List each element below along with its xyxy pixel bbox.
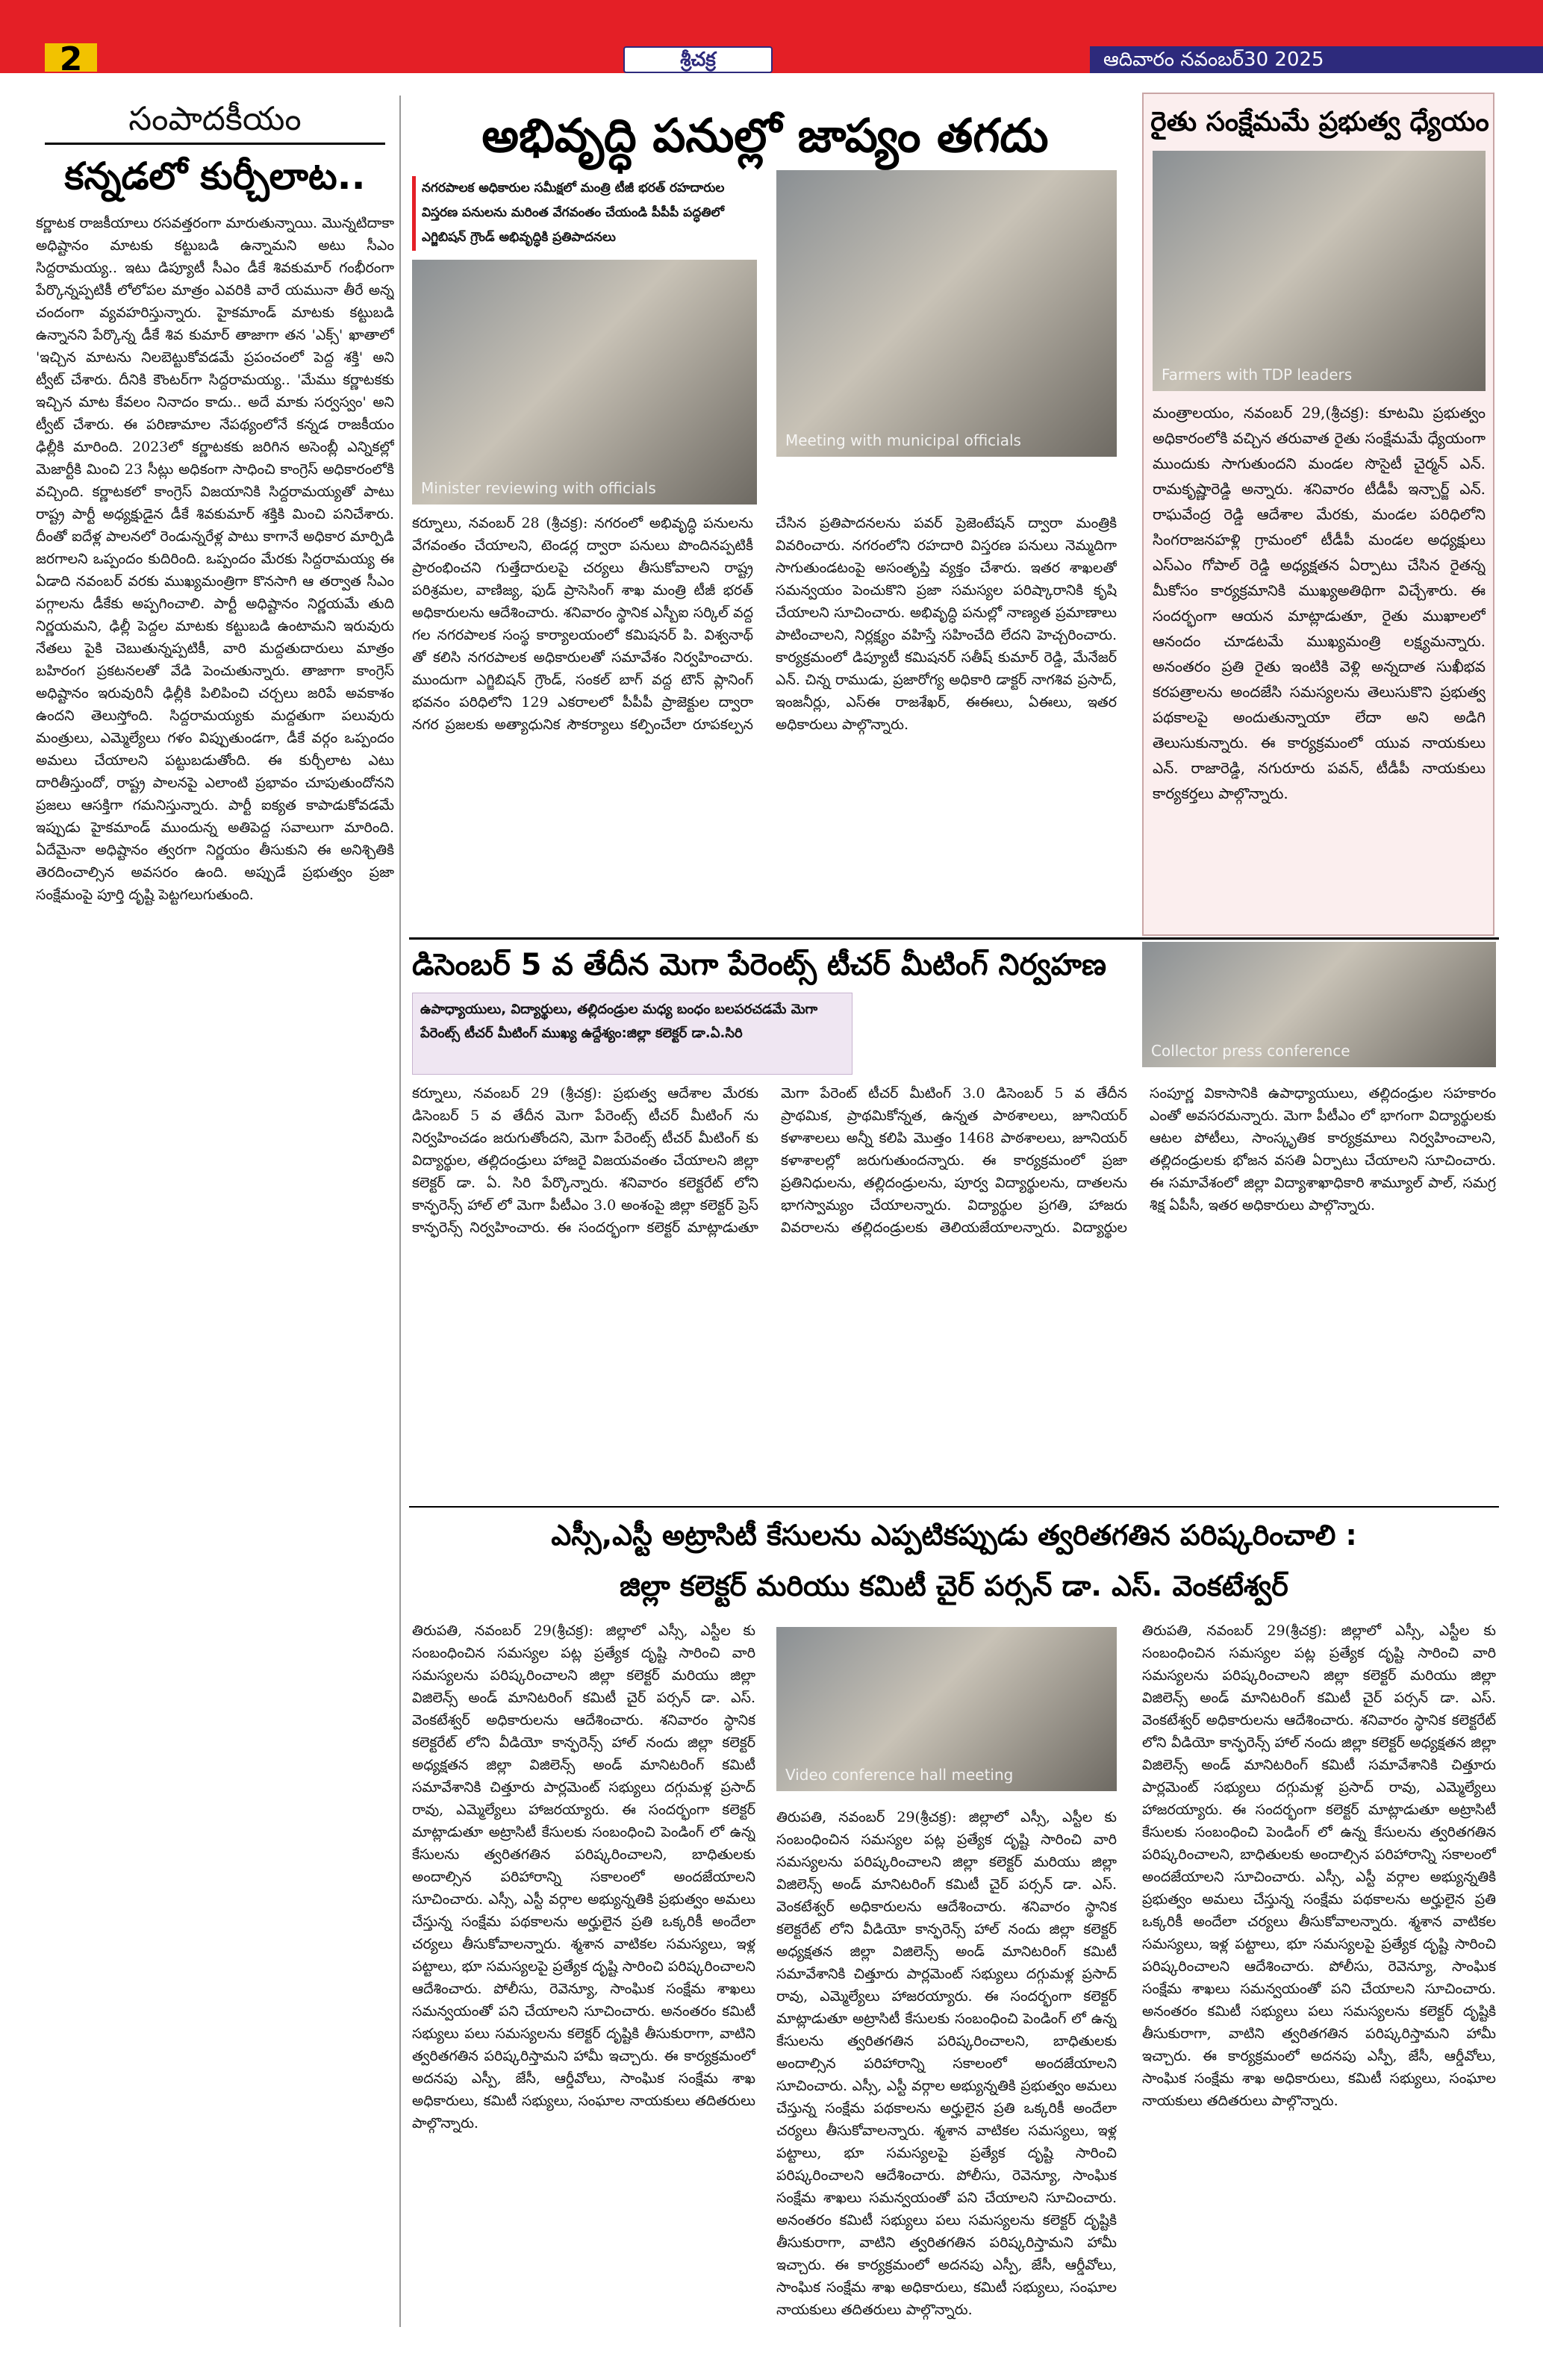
editorial-body: కర్ణాటక రాజకీయాలు రసవత్తరంగా మారుతున్నాయి. మొన్నటిదాకా అధిష్టానం మాటకు కట్టుబడి ఉన్నామని అటు సీఎం సిద్దరామయ్య.. ఇటు డిప్యూటీ సీఎం డీకే శివకుమార్ గంభీరంగా పేర్కొన్నప్పటికీ లోలోపల మాత్రం ఎవరికి వారే యమునా తీరే అన్న చందంగా వ్యవహరిస్తున్నారు. హైకమాండ్ మాటకు కట్టుబడి ఉన్నానని పేర్కొన్న డీకే శివ కుమార్ తాజాగా తన 'ఎక్స్' ఖాతాలో 'ఇచ్చిన మాటను నిలబెట్టుకోవడమే ప్రపంచంలో పెద్ద శక్తి' అని ట్వీట్ చేశారు. దీనికి కౌంటర్‌గా సిద్దరామయ్య.. 'మేము కర్ణాటకకు ఇచ్చిన మాట కేవలం నినాదం కాదు.. అదే మాకు సర్వస్వం' అని ట్వీట్ చేశారు. ఈ పరిణామాల నేపథ్యంలోనే కన్నడ రాజకీయం ఢిల్లీకి మారింది. 2023లో కర్ణాటకకు జరిగిన అసెంబ్లీ ఎన్నికల్లో మెజార్టీకి మించి 23 సీట్లు అధికంగా సాధించి కాంగ్రెస్ అధికారంలోకి వచ్చింది. కర్ణాటకలో కాంగ్రెస్ విజయానికి సిద్దరామయ్యతో పాటు రాష్ట్ర పార్టీ అధ్యక్షుడైన డీకే శివకుమార్ శక్తికి మించి పనిచేశారు. దీంతో ఐదేళ్ల పాలనలో రెండున్నరేళ్ల పాటు కాగానే అధికార మార్పిడి జరగాలని ఒప్పందం కుదిరింది. ఒప్పందం మేరకు సిద్దరామయ్య ఈ ఏడాది నవంబర్ వరకు ముఖ్యమంత్రిగా కొనసాగి ఆ తర్వాత సీఎం పగ్గాలను డీకేకు అప్పగించాలి. పార్టీ అధిష్టానం నిర్ణయమే తుది నిర్ణయమని, ఢిల్లీ పెద్దల మాటకు కట్టుబడి ఉంటామని ఇరువురు నేతలు పైకి చెబుతున్నప్పటికీ, వారి మద్దతుదారులు మాత్రం బహిరంగ ప్రకటనలతో వేడి పెంచుతున్నారు. తాజాగా కాంగ్రెస్ అధిష్టానం ఇరువురినీ ఢిల్లీకి పిలిపించి చర్చలు జరిపే అవకాశం ఉందని తెలుస్తోంది. సిద్దరామయ్యకు మద్దతుగా పలువురు మంత్రులు, ఎమ్మెల్యేలు గళం విప్పుతుండగా, డీకే వర్గం ఒప్పందం అమలు చేయాలని పట్టుబడుతోంది. ఈ కుర్చీలాట ఎటు దారితీస్తుందో, రాష్ట్ర పాలనపై ఎలాంటి ప్రభావం చూపుతుందోనని ప్రజలు ఆసక్తిగా గమనిస్తున్నారు. పార్టీ ఐక్యత కాపాడుకోవడమే ఇప్పుడు హైకమాండ్ ముందున్న అతిపెద్ద సవాలుగా మారింది. ఏదేమైనా అధిష్టానం త్వరగా నిర్ణయం తీసుకుని ఈ అనిశ్చితికి తెరదించాల్సిన అవసరం ఉంది. అప్పుడే ప్రభుత్వం ప్రజా సంక్షేమంపై పూర్తి దృష్టి పెట్టగలుగుతుంది. [36, 215, 394, 903]
development-headline: అభివృద్ధి పనుల్లో జాప్యం తగదు [481, 108, 1049, 163]
masthead-logo [623, 46, 773, 73]
farmers-headline: రైతు సంక్షేమమే ప్రభుత్వ ధ్యేయం [1150, 107, 1489, 137]
vc-hall-photo-caption: Video conference hall meeting [785, 1766, 1014, 1784]
page-number-text: 2 [59, 40, 83, 78]
development-body: కర్నూలు, నవంబర్ 28 (శ్రీచక్ర): నగరంలో అభివృద్ధి పనులను వేగవంతం చేయాలని, టెండర్ల ద్వారా పనులు పొందినప్పటికీ ప్రారంభించని గుత్తేదారులపై చర్యలు తీసుకోవాలని రాష్ట్ర పరిశ్రమల, వాణిజ్య, ఫుడ్ ప్రాసెసింగ్ శాఖ మంత్రి టీజీ భరత్ అధికారులను ఆదేశించారు. శనివారం స్థానిక ఎస్బీఐ సర్కిల్ వద్ద గల నగరపాలక సంస్థ కార్యాలయంలో కమిషనర్ పి. విశ్వనాథ్ తో కలిసి నగరపాలక అధికారులతో సమావేశం నిర్వహించారు. ముందుగా ఎగ్జిబిషన్ గ్రౌండ్, సంకల్ బాగ్ వద్ద టౌన్ ప్లానింగ్ భవనం పరిధిలోని 129 ఎకరాలలో పీపీపీ ప్రాజెక్టుల ద్వారా నగర ప్రజలకు అత్యాధునిక సౌకర్యాలు కల్పించేలా రూపకల్పన చేసిన ప్రతిపాదనలను పవర్ ప్రెజెంటేషన్ ద్వారా మంత్రికి వివరించారు. నగరంలోని రహదారి విస్తరణ పనులు నెమ్మదిగా సాగుతుండటంపై అసంతృప్తి వ్యక్తం చేశారు. ఇతర శాఖలతో సమన్వయం పెంచుకొని ప్రజా సమస్యల పరిష్కారానికి కృషి చేయాలని సూచించారు. అభివృద్ధి పనుల్లో నాణ్యత ప్రమాణాలు పాటించాలని, నిర్లక్ష్యం వహిస్తే సహించేది లేదని హెచ్చరించారు. కార్యక్రమంలో డిప్యూటీ కమిషనర్ సతీష్ కుమార్ రెడ్డి, మేనేజర్ ఎన్. చిన్న రాముడు, ప్రజారోగ్య అధికారి డాక్టర్ నాగశివ ప్రసాద్, ఇంజనీర్లు, ఎస్ఈ రాజశేఖర్, ఈఈలు, ఏఈలు, ఇతర అధికారులు పాల్గొన్నారు. [412, 515, 1117, 733]
farmers-article [1142, 93, 1494, 936]
ptm-subhead: ఉపాధ్యాయులు, విద్యార్థులు, తల్లిదండ్రుల మధ్య బంధం బలపరచడమే మెగా పేరెంట్స్ టీచర్ మీటింగ్ ముఖ్య ఉద్దేశ్యం:జిల్లా కలెక్టర్ డా.ఏ.సిరి [420, 1002, 818, 1041]
ptm-subhead-box [412, 993, 852, 1075]
ptm-headline: డిసెంబర్ 5 వ తేదీన మెగా పేరెంట్స్ టీచర్ మీటింగ్ నిర్వహణ [412, 948, 1107, 982]
farmers-photo [1153, 151, 1486, 391]
meeting-hall-photo-caption: Meeting with municipal officials [785, 431, 1021, 449]
minister-photo-caption: Minister reviewing with officials [421, 479, 656, 497]
editorial-section-label [45, 96, 385, 145]
scst-headline-line1: ఎస్సీ,ఎస్టీ అట్రాసిటీ కేసులను ఎప్పటికప్పుడు త్వరితగతిన పరిష్కరించాలి : [551, 1519, 1357, 1552]
scst-rule [409, 1506, 1499, 1508]
scst-headline-line2: జిల్లా కలెక్టర్ మరియు కమిటీ చైర్ పర్సన్ డా. ఎస్. వెంకటేశ్వర్ [620, 1570, 1288, 1602]
masthead [0, 0, 1543, 78]
logo-text: శ్రీచక్ర [680, 49, 716, 71]
editorial-title: కన్నడలో కుర్చీలాట.. [64, 154, 366, 198]
scst-body-col3: తిరుపతి, నవంబర్ 29(శ్రీచక్ర): జిల్లాలో ఎస్సీ, ఎస్టీల కు సంబంధించిన సమస్యల పట్ల ప్రత్యేక దృష్టి సారించి వారి సమస్యలను పరిష్కరించాలని జిల్లా కలెక్టర్ మరియు జిల్లా విజిలెన్స్ అండ్ మానిటరింగ్ కమిటీ చైర్ పర్సన్ డా. ఎస్. వెంకటేశ్వర్ అధికారులను ఆదేశించారు. శనివారం స్థానిక కలెక్టరేట్ లోని వీడియో కాన్ఫరెన్స్ హాల్ నందు జిల్లా కలెక్టర్ అధ్యక్షతన జిల్లా విజిలెన్స్ అండ్ మానిటరింగ్ కమిటీ సమావేశానికి చిత్తూరు పార్లమెంట్ సభ్యులు దగ్గుమళ్ల ప్రసాద్ రావు, ఎమ్మెల్యేలు హాజరయ్యారు. ఈ సందర్భంగా కలెక్టర్ మాట్లాడుతూ అట్రాసిటీ కేసులకు సంబంధించి పెండింగ్ లో ఉన్న కేసులను త్వరితగతిన పరిష్కరించాలని, బాధితులకు అందాల్సిన పరిహారాన్ని సకాలంలో అందజేయాలని సూచించారు. ఎస్సీ, ఎస్టీ వర్గాల అభ్యున్నతికి ప్రభుత్వం అమలు చేస్తున్న సంక్షేమ పథకాలను అర్హులైన ప్రతి ఒక్కరికీ అందేలా చర్యలు తీసుకోవాలన్నారు. శ్మశాన వాటికల సమస్యలు, ఇళ్ల పట్టాలు, భూ సమస్యలపై ప్రత్యేక దృష్టి సారించి పరిష్కరించాలని ఆదేశించారు. పోలీసు, రెవెన్యూ, సాంఘిక సంక్షేమ శాఖలు సమన్వయంతో పని చేయాలని సూచించారు. అనంతరం కమిటీ సభ్యులు పలు సమస్యలను కలెక్టర్ దృష్టికి తీసుకురాగా, వాటిని త్వరితగతిన పరిష్కరిస్తామని హామీ ఇచ్చారు. ఈ కార్యక్రమంలో అదనపు ఎస్పీ, జేసీ, ఆర్డీవోలు, సాంఘిక సంక్షేమ శాఖ అధికారులు, కమిటీ సభ్యులు, సంఘాల నాయకులు తదితరులు పాల్గొన్నారు. [1142, 1622, 1496, 2109]
ptm-body: కర్నూలు, నవంబర్ 29 (శ్రీచక్ర): ప్రభుత్వ ఆదేశాల మేరకు డిసెంబర్ 5 వ తేదీన మెగా పేరెంట్స్ టీచర్ మీటింగ్ ను నిర్వహించడం జరుగుతోందని, మెగా పేరెంట్స్ టీచర్ మీటింగ్ కు విద్యార్థుల, తల్లిదండ్రులు హాజరై విజయవంతం చేయాలని జిల్లా కలెక్టర్ డా. ఏ. సిరి పేర్కొన్నారు. శనివారం కలెక్టరేట్ లోని కాన్ఫరెన్స్ హాల్ లో మెగా పీటీఎం 3.0 అంశంపై జిల్లా కలెక్టర్ ప్రెస్ కాన్ఫరెన్స్ నిర్వహించారు. ఈ సందర్భంగా కలెక్టర్ మాట్లాడుతూ మెగా పేరెంట్ టీచర్ మీటింగ్ 3.0 డిసెంబర్ 5 వ తేదీన ప్రాథమిక, ప్రాథమికోన్నత, ఉన్నత పాఠశాలలు, జూనియర్ కళాశాలలు అన్నీ కలిపి మొత్తం 1468 పాఠశాలలు, జూనియర్ కళాశాలల్లో జరుగుతుందన్నారు. ఈ కార్యక్రమంలో ప్రజా ప్రతినిధులను, తల్లిదండ్రులను, పూర్వ విద్యార్థులను, దాతలను భాగస్వామ్యం చేయాలన్నారు. విద్యార్థుల ప్రగతి, హాజరు వివరాలను తల్లిదండ్రులకు తెలియజేయాలన్నారు. విద్యార్థుల సంపూర్ణ వికాసానికి ఉపాధ్యాయులు, తల్లిదండ్రుల సహకారం ఎంతో అవసరమన్నారు. మెగా పీటీఎం లో భాగంగా విద్యార్థులకు ఆటల పోటీలు, సాంస్కృతిక కార్యక్రమాలు నిర్వహించాలని, తల్లిదండ్రులకు భోజన వసతి ఏర్పాటు చేయాలని సూచించారు. ఈ సమావేశంలో జిల్లా విద్యాశాఖాధికారి శామ్యూల్ పాల్, సమగ్ర శిక్ష ఏపీసీ, ఇతర అధికారులు పాల్గొన్నారు. [412, 1085, 1496, 1236]
vc-hall-photo [776, 1627, 1117, 1791]
minister-photo [412, 260, 757, 505]
editorial-column [36, 96, 394, 2327]
farmers-photo-caption: Farmers with TDP leaders [1162, 366, 1353, 384]
development-subhead: నగరపాలక అధికారుల సమీక్షలో మంత్రి టీజీ భరత్ రహదారుల విస్తరణ పనులను మరింత వేగవంతం చేయండి పీపీపీ పద్ధతిలో ఎగ్జిబిషన్ గ్రౌండ్ అభివృద్ధికి ప్రతిపాదనలు [422, 181, 725, 245]
farmers-body: మంత్రాలయం, నవంబర్ 29,(శ్రీచక్ర): కూటమి ప్రభుత్వం అధికారంలోకి వచ్చిన తరువాత రైతు సంక్షేమమే ధ్యేయంగా ముందుకు సాగుతుందని మండల సొసైటీ చైర్మన్ ఎన్. రామకృష్ణారెడ్డి అన్నారు. శనివారం టీడీపీ ఇన్చార్జ్ ఎన్. రాఘవేంద్ర రెడ్డి ఆదేశాల మేరకు, మండల పరిధిలోని సింగరాజనహళ్లి గ్రామంలో టీడీపీ మండల అధ్యక్షులు ఎస్ఎం గోపాల్ రెడ్డి అధ్యక్షతన ఏర్పాటు చేసిన రైతన్న మీకోసం కార్యక్రమానికి ముఖ్యఅతిథిగా విచ్చేశారు. ఈ సందర్భంగా ఆయన మాట్లాడుతూ, రైతు ముఖాలలో ఆనందం చూడటమే ముఖ్యమంత్రి లక్ష్యమన్నారు. అనంతరం ప్రతి రైతు ఇంటికి వెళ్లి అన్నదాత సుఖీభవ కరపత్రాలను అందజేసి సమస్యలను తెలుసుకొని ప్రభుత్వ పథకాలపై అందుతున్నాయా లేదా అని అడిగి తెలుసుకున్నారు. ఈ కార్యక్రమంలో యువ నాయకులు ఎన్. రాజారెడ్డి, నగురూరు పవన్, టీడీపీ నాయకులు కార్యకర్తలు పాల్గొన్నారు. [1153, 404, 1486, 802]
press-meet-photo [1142, 942, 1496, 1067]
development-subhead-box [412, 176, 755, 251]
section-label-text: సంపాదకీయం [128, 100, 302, 138]
issue-date: ఆదివారం నవంబర్30 2025 [1103, 49, 1324, 71]
press-meet-photo-caption: Collector press conference [1151, 1042, 1350, 1060]
date-strip [1090, 46, 1543, 73]
meeting-hall-photo [776, 170, 1117, 457]
scst-body-col1: తిరుపతి, నవంబర్ 29(శ్రీచక్ర): జిల్లాలో ఎస్సీ, ఎస్టీల కు సంబంధించిన సమస్యల పట్ల ప్రత్యేక దృష్టి సారించి వారి సమస్యలను పరిష్కరించాలని జిల్లా కలెక్టర్ మరియు జిల్లా విజిలెన్స్ అండ్ మానిటరింగ్ కమిటీ చైర్ పర్సన్ డా. ఎస్. వెంకటేశ్వర్ అధికారులను ఆదేశించారు. శనివారం స్థానిక కలెక్టరేట్ లోని వీడియో కాన్ఫరెన్స్ హాల్ నందు జిల్లా కలెక్టర్ అధ్యక్షతన జిల్లా విజిలెన్స్ అండ్ మానిటరింగ్ కమిటీ సమావేశానికి చిత్తూరు పార్లమెంట్ సభ్యులు దగ్గుమళ్ల ప్రసాద్ రావు, ఎమ్మెల్యేలు హాజరయ్యారు. ఈ సందర్భంగా కలెక్టర్ మాట్లాడుతూ అట్రాసిటీ కేసులకు సంబంధించి పెండింగ్ లో ఉన్న కేసులను త్వరితగతిన పరిష్కరించాలని, బాధితులకు అందాల్సిన పరిహారాన్ని సకాలంలో అందజేయాలని సూచించారు. ఎస్సీ, ఎస్టీ వర్గాల అభ్యున్నతికి ప్రభుత్వం అమలు చేస్తున్న సంక్షేమ పథకాలను అర్హులైన ప్రతి ఒక్కరికీ అందేలా చర్యలు తీసుకోవాలన్నారు. శ్మశాన వాటికల సమస్యలు, ఇళ్ల పట్టాలు, భూ సమస్యలపై ప్రత్యేక దృష్టి సారించి పరిష్కరించాలని ఆదేశించారు. పోలీసు, రెవెన్యూ, సాంఘిక సంక్షేమ శాఖలు సమన్వయంతో పని చేయాలని సూచించారు. అనంతరం కమిటీ సభ్యులు పలు సమస్యలను కలెక్టర్ దృష్టికి తీసుకురాగా, వాటిని త్వరితగతిన పరిష్కరిస్తామని హామీ ఇచ్చారు. ఈ కార్యక్రమంలో అదనపు ఎస్పీ, జేసీ, ఆర్డీవోలు, సాంఘిక సంక్షేమ శాఖ అధికారులు, కమిటీ సభ్యులు, సంఘాల నాయకులు తదితరులు పాల్గొన్నారు. [412, 1622, 755, 2131]
column-divider [399, 96, 401, 2327]
ptm-rule [409, 937, 1499, 940]
scst-body-col2: తిరుపతి, నవంబర్ 29(శ్రీచక్ర): జిల్లాలో ఎస్సీ, ఎస్టీల కు సంబంధించిన సమస్యల పట్ల ప్రత్యేక దృష్టి సారించి వారి సమస్యలను పరిష్కరించాలని జిల్లా కలెక్టర్ మరియు జిల్లా విజిలెన్స్ అండ్ మానిటరింగ్ కమిటీ చైర్ పర్సన్ డా. ఎస్. వెంకటేశ్వర్ అధికారులను ఆదేశించారు. శనివారం స్థానిక కలెక్టరేట్ లోని వీడియో కాన్ఫరెన్స్ హాల్ నందు జిల్లా కలెక్టర్ అధ్యక్షతన జిల్లా విజిలెన్స్ అండ్ మానిటరింగ్ కమిటీ సమావేశానికి చిత్తూరు పార్లమెంట్ సభ్యులు దగ్గుమళ్ల ప్రసాద్ రావు, ఎమ్మెల్యేలు హాజరయ్యారు. ఈ సందర్భంగా కలెక్టర్ మాట్లాడుతూ అట్రాసిటీ కేసులకు సంబంధించి పెండింగ్ లో ఉన్న కేసులను త్వరితగతిన పరిష్కరించాలని, బాధితులకు అందాల్సిన పరిహారాన్ని సకాలంలో అందజేయాలని సూచించారు. ఎస్సీ, ఎస్టీ వర్గాల అభ్యున్నతికి ప్రభుత్వం అమలు చేస్తున్న సంక్షేమ పథకాలను అర్హులైన ప్రతి ఒక్కరికీ అందేలా చర్యలు తీసుకోవాలన్నారు. శ్మశాన వాటికల సమస్యలు, ఇళ్ల పట్టాలు, భూ సమస్యలపై ప్రత్యేక దృష్టి సారించి పరిష్కరించాలని ఆదేశించారు. పోలీసు, రెవెన్యూ, సాంఘిక సంక్షేమ శాఖలు సమన్వయంతో పని చేయాలని సూచించారు. అనంతరం కమిటీ సభ్యులు పలు సమస్యలను కలెక్టర్ దృష్టికి తీసుకురాగా, వాటిని త్వరితగతిన పరిష్కరిస్తామని హామీ ఇచ్చారు. ఈ కార్యక్రమంలో అదనపు ఎస్పీ, జేసీ, ఆర్డీవోలు, సాంఘిక సంక్షేమ శాఖ అధికారులు, కమిటీ సభ్యులు, సంఘాల నాయకులు తదితరులు పాల్గొన్నారు. [776, 1809, 1117, 2318]
